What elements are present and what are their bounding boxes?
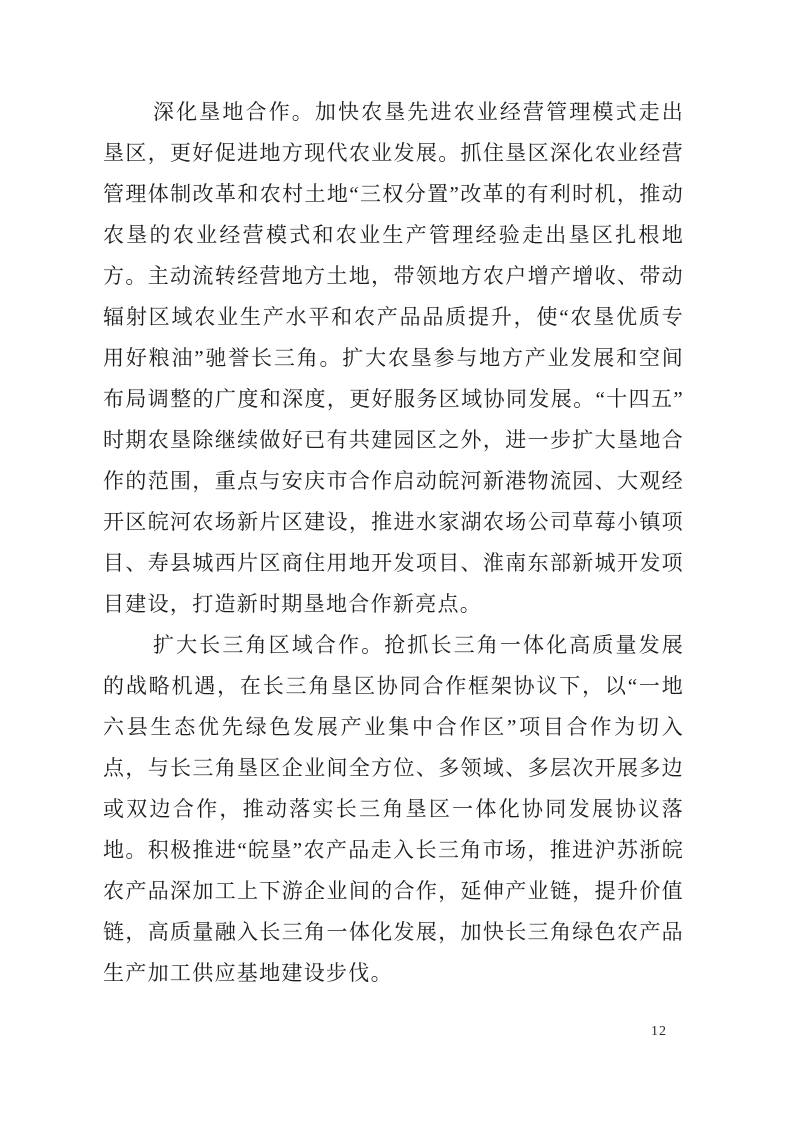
paragraph-yangtze-delta-cooperation: 扩大长三角区域合作。抢抓长三角一体化高质量发展的战略机遇，在长三角垦区协同合作框架协议下，以“一地六县生态优先绿色发展产业集中合作区”项目合作为切入点，与长三角垦区企业间全方位、多领域、多层次开展多边或双边合作，推动落实长三角垦区一体化协同发展协议落地。积极推进“皖垦”农产品走入长三角市场，推进沪苏浙皖农产品深加工上下游企业间的合作，延伸产业链，提升价值链，高质量融入长三角一体化发展，加快长三角绿色农产品生产加工供应基地建设步伐。 [103, 633, 684, 985]
paragraph-kendi-cooperation: 深化垦地合作。加快农垦先进农业经营管理模式走出垦区，更好促进地方现代农业发展。抓住垦区深化农业经营管理体制改革和农村土地“三权分置”改革的有利时机，推动农垦的农业经营模式和农业生产管理经验走出垦区扎根地方。主动流转经营地方土地，带领地方农户增产增收、带动辐射区域农业生产水平和农产品品质提升，使“农垦优质专用好粮油”驰誉长三角。扩大农垦参与地方产业发展和空间布局调整的广度和深度，更好服务区域协同发展。“十四五”时期农垦除继续做好已有共建园区之外，进一步扩大垦地合作的范围，重点与安庆市合作启动皖河新港物流园、大观经开区皖河农场新片区建设，推进水家湖农场公司草莓小镇项目、寿县城西片区商住用地开发项目、淮南东部新城开发项目建设，打造新时期垦地合作新亮点。 [103, 100, 684, 616]
document-body [103, 92, 684, 994]
page-number: 12 [651, 1024, 667, 1039]
